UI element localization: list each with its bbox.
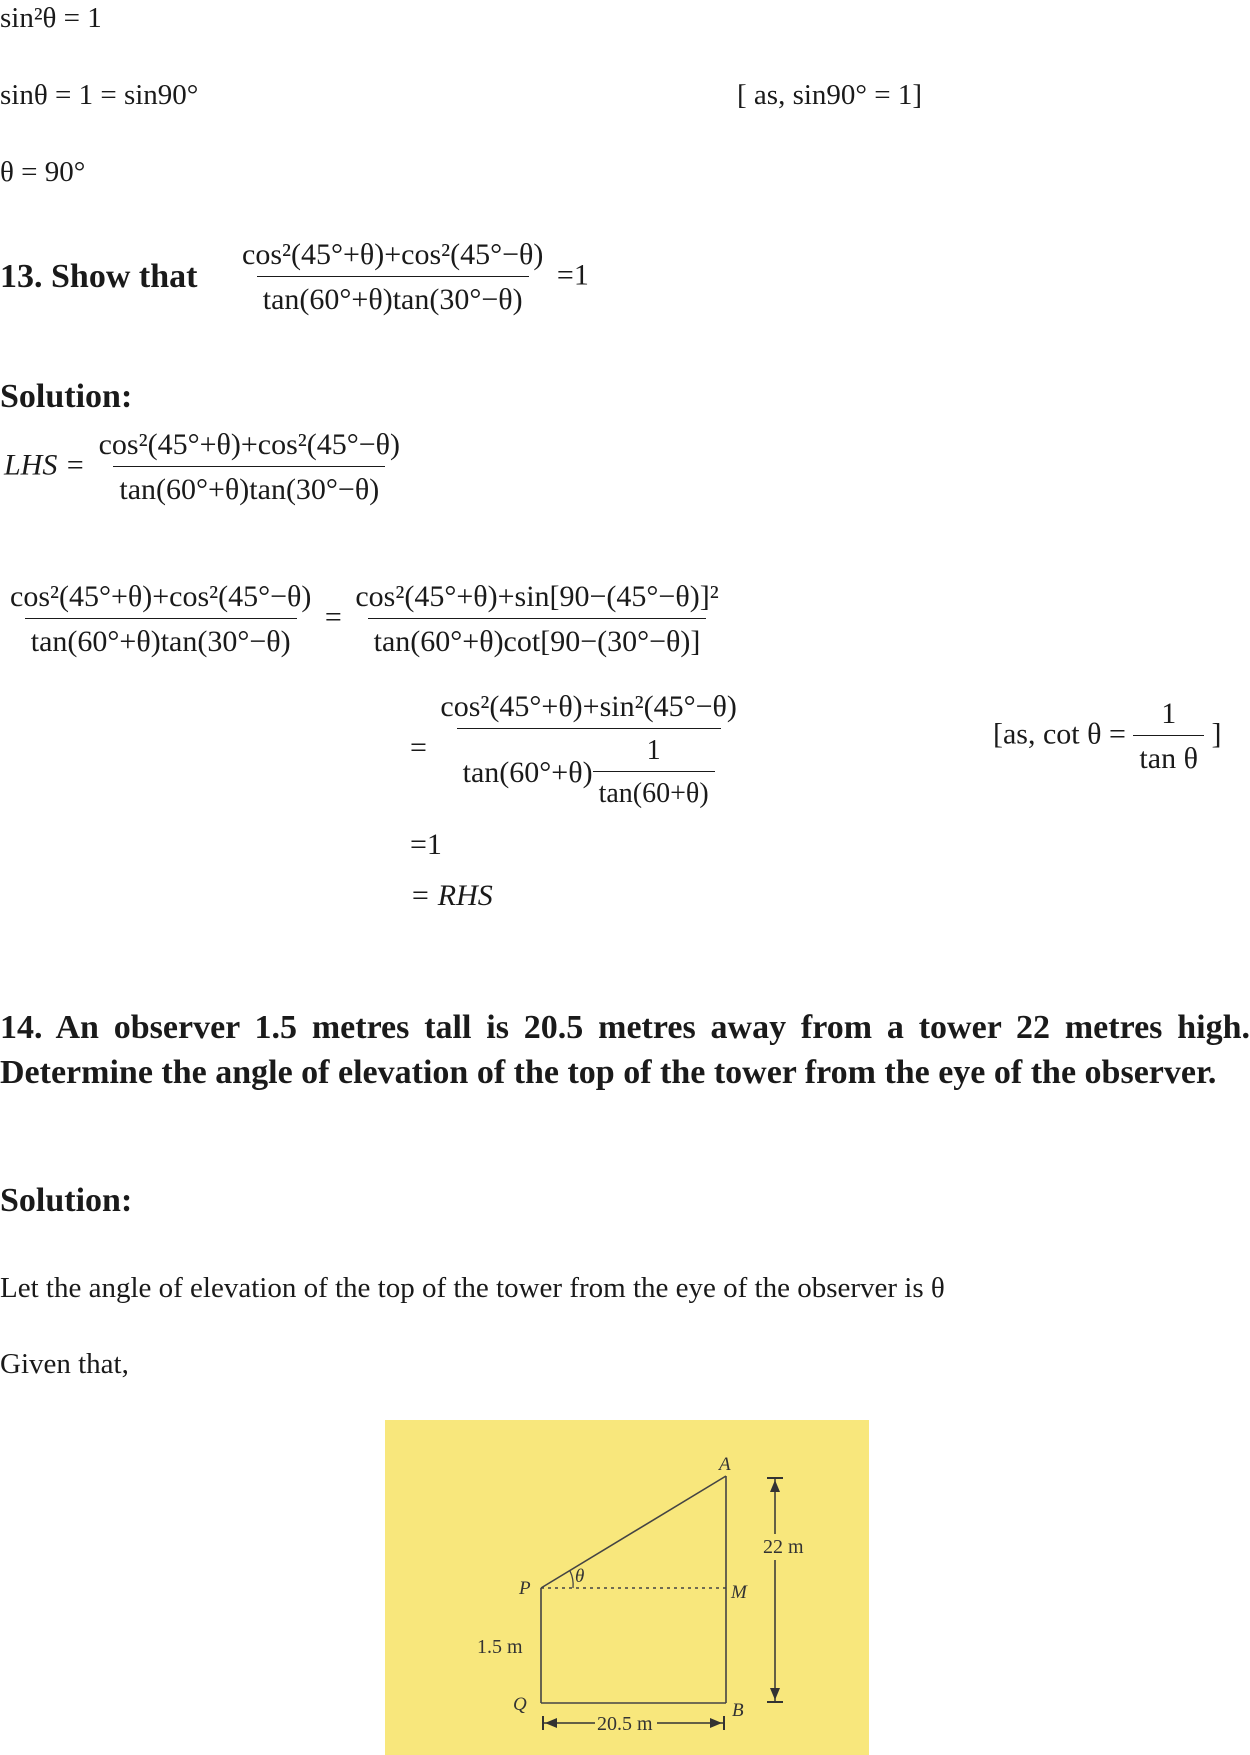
label-theta: θ xyxy=(575,1566,585,1587)
q13-statement-fraction xyxy=(236,238,589,317)
lhs-label: LHS = xyxy=(4,448,86,482)
step1-equals: = xyxy=(324,600,342,634)
label-P: P xyxy=(519,1578,531,1599)
lhs-denominator: tan(60°+θ)tan(30°−θ) xyxy=(113,466,385,507)
step2-numerator: cos²(45°+θ)+sin²(45°−θ) xyxy=(440,690,737,723)
q13-result-1: =1 xyxy=(410,828,442,861)
arrowhead-left xyxy=(545,1718,557,1728)
label-M: M xyxy=(731,1582,747,1603)
tower-diagram xyxy=(385,1420,869,1755)
q13-lhs-definition xyxy=(4,428,406,507)
step2-denominator xyxy=(457,728,721,810)
step1-lhs-numerator: cos²(45°+θ)+cos²(45°−θ) xyxy=(10,580,312,613)
label-distance: 20.5 m xyxy=(597,1713,653,1735)
note-numerator: 1 xyxy=(1161,697,1177,730)
q14-solution-line-2: Given that, xyxy=(0,1348,129,1380)
q13-step-2 xyxy=(410,690,743,810)
arrowhead-down xyxy=(770,1688,780,1700)
prev-line-1: sin²θ = 1 xyxy=(0,2,102,34)
q13-heading: 13. Show that xyxy=(0,258,198,295)
q13-cot-note xyxy=(993,697,1221,776)
q13-statement-rhs: =1 xyxy=(556,258,589,292)
q13-result-2: = RHS xyxy=(410,879,493,912)
q14-solution-line-1: Let the angle of elevation of the top of the tower from the eye of the observer is θ xyxy=(0,1272,945,1304)
step1-lhs-denominator: tan(60°+θ)tan(30°−θ) xyxy=(25,618,297,659)
step2-inner-numerator: 1 xyxy=(646,735,661,766)
q13-solution-label: Solution: xyxy=(0,378,133,415)
step2-inner-denominator: tan(60+θ) xyxy=(593,771,715,810)
prev-line-2: sinθ = 1 = sin90° xyxy=(0,79,199,111)
step1-rhs-denominator: tan(60°+θ)cot[90−(30°−θ)] xyxy=(368,618,707,659)
line-of-sight-PA xyxy=(541,1476,726,1588)
label-Q: Q xyxy=(513,1694,527,1715)
lhs-numerator: cos²(45°+θ)+cos²(45°−θ) xyxy=(98,428,401,461)
step1-rhs-numerator: cos²(45°+θ)+sin[90−(45°−θ)]² xyxy=(355,580,719,613)
prev-line-2-note: [ as, sin90° = 1] xyxy=(737,79,923,111)
step2-equals: = xyxy=(410,730,427,764)
note-prefix: [as, cot θ = xyxy=(993,717,1126,751)
step2-den-prefix: tan(60°+θ) xyxy=(462,755,593,789)
label-observer-height: 1.5 m xyxy=(477,1636,523,1658)
q13-step-1 xyxy=(4,580,725,659)
q13-statement-denominator: tan(60°+θ)tan(30°−θ) xyxy=(257,276,529,317)
arrowhead-right xyxy=(710,1718,722,1728)
label-B: B xyxy=(732,1700,744,1721)
note-suffix: ] xyxy=(1211,717,1222,751)
angle-arc xyxy=(570,1571,573,1588)
label-A: A xyxy=(719,1454,731,1475)
arrowhead-up xyxy=(770,1480,780,1492)
prev-line-3: θ = 90° xyxy=(0,156,86,188)
label-tower-height: 22 m xyxy=(763,1536,804,1558)
note-denominator: tan θ xyxy=(1133,735,1204,776)
q14-question: 14. An observer 1.5 metres tall is 20.5 metres away from a tower 22 metres high. Determine the angle of elevation of the top of the tower from the eye of the observer. xyxy=(0,1009,1250,1091)
q13-statement-numerator: cos²(45°+θ)+cos²(45°−θ) xyxy=(242,238,544,271)
q14-solution-label: Solution: xyxy=(0,1182,133,1219)
tower-figure xyxy=(385,1420,869,1755)
